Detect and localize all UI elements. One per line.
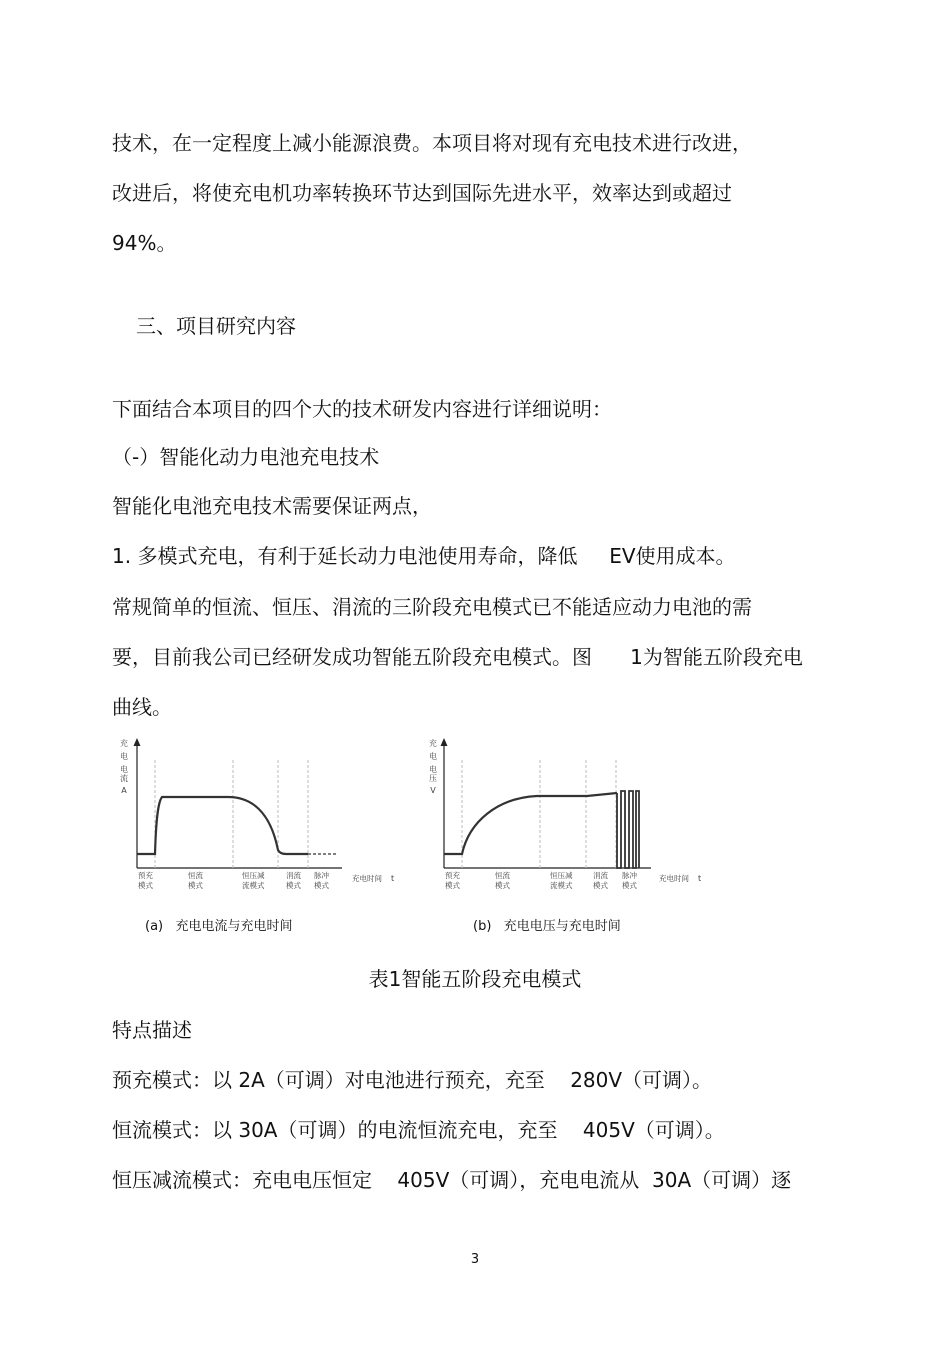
right-ylabel-char: V xyxy=(430,786,436,795)
left-stage-label: 预充模式 xyxy=(138,871,153,890)
body-line-8: 常规简单的恒流、恒压、涓流的三阶段充电模式已不能适应动力电池的需 xyxy=(112,595,752,619)
figure-caption-b: (b) 充电电压与充电时间 xyxy=(473,919,621,934)
subsection-heading: （-）智能化动力电池充电技术 xyxy=(112,445,380,469)
left-stage-label: 脉冲模式 xyxy=(314,871,329,890)
right-ylabel-char: 充 xyxy=(429,739,437,748)
body-line-7: 1. 多模式充电，有利于延长动力电池使用寿命，降低 EV使用成本。 xyxy=(112,544,736,568)
left-ylabel-char: 流 xyxy=(120,774,128,783)
section-heading: 三、项目研究内容 xyxy=(136,314,296,338)
feature-constant-voltage: 恒压减流模式：充电电压恒定 405V（可调），充电电流从 30A（可调）逐 xyxy=(112,1168,792,1192)
right-stage-label: 恒流模式 xyxy=(495,871,510,890)
left-ylabel-char: 充 xyxy=(120,739,128,748)
left-x-t: t xyxy=(391,874,395,883)
voltage-time-figure xyxy=(417,730,717,895)
voltage-curve xyxy=(444,793,617,854)
left-stage-label: 恒流模式 xyxy=(188,871,203,890)
right-ylabel-char: 压 xyxy=(429,774,437,783)
right-ylabel-char: 电 xyxy=(429,765,437,774)
right-ylabel-char: 电 xyxy=(429,752,437,761)
current-curve xyxy=(137,797,308,854)
left-ylabel-char: A xyxy=(121,786,127,795)
body-line-1: 技术，在一定程度上减小能源浪费。本项目将对现有充电技术进行改进， xyxy=(112,131,752,155)
right-stage-label: 恒压减流模式 xyxy=(550,871,573,890)
current-time-figure xyxy=(110,730,410,895)
left-ylabel-char: 电 xyxy=(120,765,128,774)
left-ylabel-char: 电 xyxy=(120,752,128,761)
body-line-2: 改进后，将使充电机功率转换环节达到国际先进水平，效率达到或超过 xyxy=(112,181,732,205)
right-stage-label: 脉冲模式 xyxy=(622,871,637,890)
table-title: 表1智能五阶段充电模式 xyxy=(368,967,582,991)
right-x-label: 充电时间 xyxy=(659,874,689,883)
right-y-arrow xyxy=(441,738,448,746)
figure-caption-a: (a) 充电电流与充电时间 xyxy=(145,919,293,934)
right-ylabel xyxy=(429,738,437,795)
page-number: 3 xyxy=(470,1252,480,1267)
left-stage-label: 恒压减流模式 xyxy=(242,871,265,890)
right-stage-label: 涓流模式 xyxy=(593,871,608,890)
left-ylabel xyxy=(120,738,128,795)
right-stage-label: 预充模式 xyxy=(445,871,460,890)
body-line-10: 曲线。 xyxy=(112,695,172,719)
body-line-6: 智能化电池充电技术需要保证两点， xyxy=(112,494,432,518)
feature-constant-current: 恒流模式：以 30A（可调）的电流恒流充电，充至 405V（可调）。 xyxy=(112,1118,725,1142)
feature-precharge: 预充模式：以 2A（可调）对电池进行预充，充至 280V（可调）。 xyxy=(112,1068,713,1092)
left-y-arrow xyxy=(134,738,141,746)
left-stage-label: 涓流模式 xyxy=(286,871,301,890)
left-x-label: 充电时间 xyxy=(352,874,382,883)
body-line-4: 下面结合本项目的四个大的技术研发内容进行详细说明： xyxy=(112,397,612,421)
features-title: 特点描述 xyxy=(112,1018,192,1042)
body-line-3: 94%。 xyxy=(112,231,177,255)
body-line-9: 要，目前我公司已经研发成功智能五阶段充电模式。图 1为智能五阶段充电 xyxy=(112,645,803,669)
right-x-t: t xyxy=(698,874,702,883)
voltage-pulses xyxy=(617,791,639,868)
